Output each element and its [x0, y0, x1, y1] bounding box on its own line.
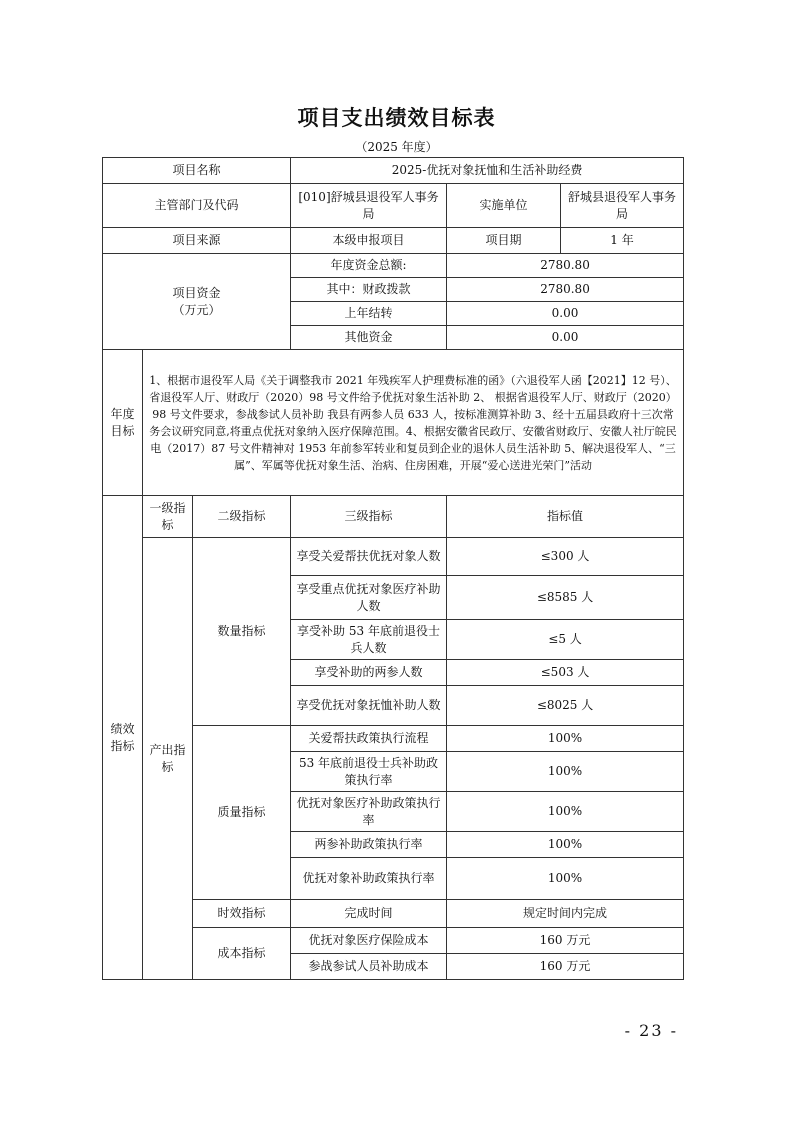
funding-carryover-value: 0.00: [447, 302, 684, 326]
quality-indicators-label: 质量指标: [193, 726, 291, 900]
department-value: [010]舒城县退役军人事务局: [291, 184, 447, 228]
indicator-name: 享受优抚对象抚恤补助人数: [291, 686, 447, 726]
indicator-name: 参战参试人员补助成本: [291, 954, 447, 980]
funding-total-value: 2780.80: [447, 254, 684, 278]
indicator-value: 100%: [447, 832, 684, 858]
indicator-value: ≤8025 人: [447, 686, 684, 726]
period-value: 1 年: [561, 228, 684, 254]
funding-other-label: 其他资金: [291, 326, 447, 350]
funding-fiscal-value: 2780.80: [447, 278, 684, 302]
cost-indicators-label: 成本指标: [193, 928, 291, 980]
indicator-value: 100%: [447, 792, 684, 832]
indicator-name: 享受补助的两参人数: [291, 660, 447, 686]
report-year: （2025 年度）: [355, 140, 438, 154]
funding-fiscal-label: 其中：财政拨款: [291, 278, 447, 302]
executing-unit-label: 实施单位: [447, 184, 561, 228]
indicator-value: 160 万元: [447, 928, 684, 954]
indicator-value: ≤503 人: [447, 660, 684, 686]
page-title: 项目支出绩效目标表: [297, 106, 496, 130]
funding-label: [103, 254, 291, 350]
indicator-name: 优抚对象医疗补助政策执行率: [291, 792, 447, 832]
period-label: 项目期: [447, 228, 561, 254]
indicator-name: 享受关爱帮扶优抚对象人数: [291, 538, 447, 576]
indicator-name: 优抚对象医疗保险成本: [291, 928, 447, 954]
executing-unit-value: 舒城县退役军人事务局: [561, 184, 684, 228]
indicator-name: 两参补助政策执行率: [291, 832, 447, 858]
indicator-value: 160 万元: [447, 954, 684, 980]
department-label: 主管部门及代码: [103, 184, 291, 228]
funding-carryover-label: 上年结转: [291, 302, 447, 326]
col-level1-header: 一级指标: [143, 496, 193, 538]
col-value-header: 指标值: [447, 496, 684, 538]
indicator-value: 规定时间内完成: [447, 900, 684, 928]
indicator-value: 100%: [447, 752, 684, 792]
annual-goal-text: 1、根据市退役军人局《关于调整我市 2021 年残疾军人护理费标准的函》（六退役军人函【2021】12 号）、省退役军人厅、财政厅（2020）98 号文件给予优抚对象生活补助 2、 根据省退役军人厅、财政厅（2020）98 号文件要求，参战参试人员补助 我县有两参人员 633 人，按标准测算补助 3、经十五届县政府十三次常务会议研究同意,将重点优抚对象纳入医疗保障范围。4、根据安徽省民政厅、安徽省财政厅、安徽人社厅皖民电（2017）87 号文件精神对 1953 年前参军转业和复员到企业的退休人员生活补助 5、解决退役军人、“三属”、军属等优抚对象生活、治病、住房困难，开展“爱心送进光荣门”活动: [143, 350, 684, 496]
indicator-name: 完成时间: [291, 900, 447, 928]
timeliness-indicators-label: 时效指标: [193, 900, 291, 928]
quantity-indicators-label: 数量指标: [193, 538, 291, 726]
funding-label-line1: 项目资金: [172, 285, 221, 300]
funding-total-label: 年度资金总额:: [291, 254, 447, 278]
indicator-name: 优抚对象补助政策执行率: [291, 858, 447, 900]
col-level3-header: 三级指标: [291, 496, 447, 538]
page-number: - 23 -: [624, 1021, 678, 1040]
indicator-value: ≤300 人: [447, 538, 684, 576]
output-indicators-label: 产出指标: [143, 538, 193, 980]
source-label: 项目来源: [103, 228, 291, 254]
indicator-value: ≤5 人: [447, 620, 684, 660]
indicator-name: 享受重点优抚对象医疗补助人数: [291, 576, 447, 620]
project-name-value: 2025-优抚对象抚恤和生活补助经费: [291, 158, 684, 184]
indicator-name: 关爱帮扶政策执行流程: [291, 726, 447, 752]
indicator-value: 100%: [447, 726, 684, 752]
project-name-label: 项目名称: [103, 158, 291, 184]
funding-label-line2: （万元）: [172, 302, 221, 317]
performance-target-table: [102, 157, 684, 980]
source-value: 本级申报项目: [291, 228, 447, 254]
indicator-name: 53 年底前退役士兵补助政策执行率: [291, 752, 447, 792]
col-level2-header: 二级指标: [193, 496, 291, 538]
annual-goal-label: 年度目标: [103, 350, 143, 496]
indicator-name: 享受补助 53 年底前退役士兵人数: [291, 620, 447, 660]
performance-indicators-label: 绩效指标: [103, 496, 143, 980]
funding-other-value: 0.00: [447, 326, 684, 350]
indicator-value: 100%: [447, 858, 684, 900]
indicator-value: ≤8585 人: [447, 576, 684, 620]
